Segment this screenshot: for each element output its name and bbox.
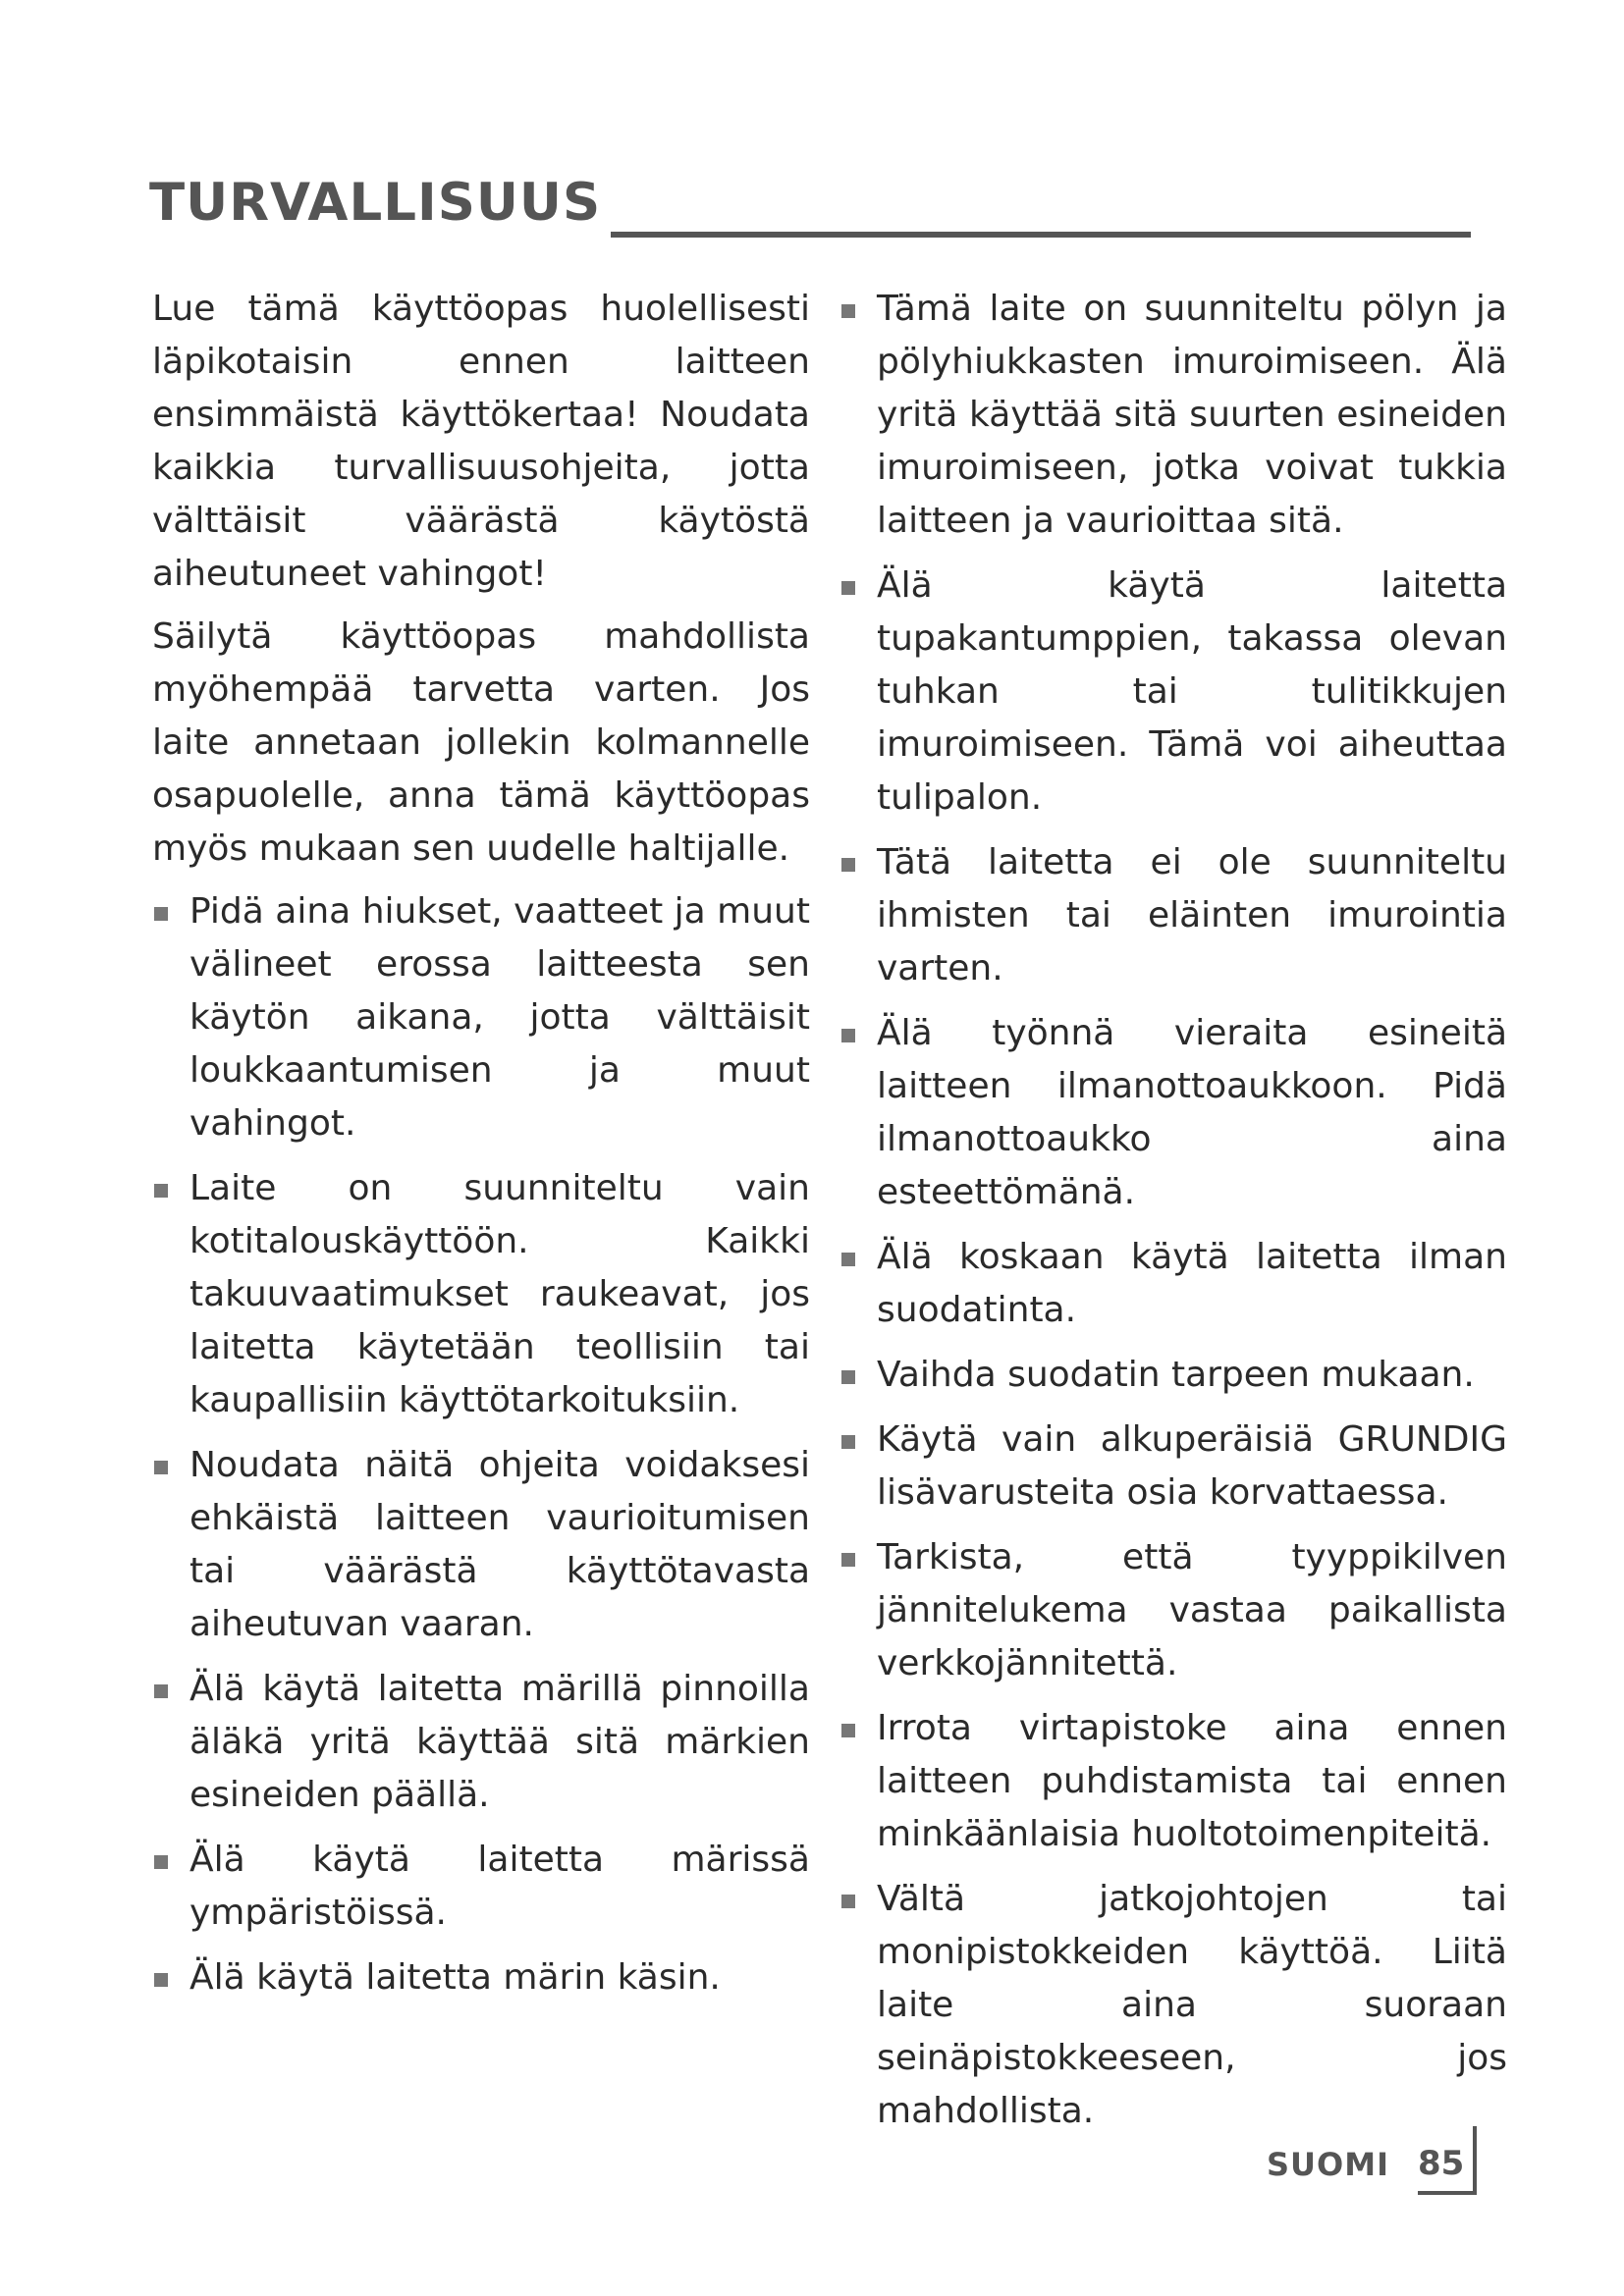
square-bullet-icon (841, 1435, 855, 1449)
intro-paragraph: Säilytä käyttöopas mahdollista myöhempää tarvetta varten. Jos laite annetaan jollekin kolmannelle osapuolelle, anna tämä käyttöopas myös mukaan sen uudelle haltijalle. (152, 616, 810, 869)
square-bullet-icon (154, 907, 168, 921)
left-column (152, 283, 810, 2016)
page-number: 85 (1418, 2144, 1465, 2183)
square-bullet-icon (154, 1184, 168, 1198)
list-item (152, 1162, 810, 1427)
list-item-text: Tarkista, että tyyppikilven jännitelukema vastaa paikallista verkkojännitettä. (877, 1537, 1507, 1683)
intro-paragraph: Lue tämä käyttöopas huolellisesti läpikotaisin ennen laitteen ensimmäistä käyttökertaa! Noudata kaikkia turvallisuusohjeita, jotta välttäisit väärästä käytöstä aiheutuneet vahingot! (152, 289, 810, 594)
square-bullet-icon (841, 1553, 855, 1567)
list-item-text: Tämä laite on suunniteltu pölyn ja pölyhiukkasten imuroimiseen. Älä yritä käyttää sitä suurten esineiden imuroimiseen, jotka voivat tukkia laitteen ja vaurioittaa sitä. (877, 289, 1507, 541)
square-bullet-icon (841, 1724, 855, 1737)
page-number-underline (1418, 2191, 1477, 2195)
list-item (839, 1349, 1507, 1402)
list-item-text: Käytä vain alkuperäisiä GRUNDIG lisävarusteita osia korvattaessa. (877, 1419, 1507, 1513)
list-item-text: Älä käytä laitetta märissä ympäristöissä. (189, 1840, 810, 1933)
list-item-text: Älä käytä laitetta märin käsin. (189, 1957, 721, 1998)
list-item (839, 560, 1507, 825)
list-item (839, 1007, 1507, 1219)
list-item-text: Vaihda suodatin tarpeen mukaan. (877, 1355, 1475, 1395)
list-item-text: Älä käytä laitetta tupakantumppien, takassa olevan tuhkan tai tulitikkujen imuroimiseen. Tämä voi aiheuttaa tulipalon. (877, 565, 1507, 818)
square-bullet-icon (154, 1461, 168, 1474)
list-item-text: Pidä aina hiukset, vaatteet ja muut välineet erossa laitteesta sen käytön aikana, jotta välttäisit loukkaantumisen ja muut vahingot. (189, 891, 810, 1144)
square-bullet-icon (841, 304, 855, 318)
list-item-text: Noudata näitä ohjeita voidaksesi ehkäistä laitteen vaurioitumisen tai väärästä käyttötavasta aiheutuvan vaaran. (189, 1445, 810, 1644)
list-item (839, 836, 1507, 995)
list-item (152, 885, 810, 1150)
title-underline (611, 232, 1471, 238)
list-item-text: Vältä jatkojohtojen tai monipistokkeiden käyttöä. Liitä laite aina suoraan seinäpistokkeeseen, jos mahdollista. (877, 1879, 1507, 2131)
list-item (152, 1951, 810, 2004)
list-item (839, 1231, 1507, 1337)
square-bullet-icon (841, 1029, 855, 1042)
list-item-text: Älä käytä laitetta märillä pinnoilla äläkä yritä käyttää sitä märkien esineiden päällä. (189, 1669, 810, 1815)
list-item (839, 283, 1507, 548)
page-number-frame (1473, 2126, 1477, 2195)
square-bullet-icon (841, 858, 855, 872)
right-column (839, 283, 1507, 2150)
list-item-text: Älä koskaan käytä laitetta ilman suodatinta. (877, 1237, 1507, 1330)
page-title: TURVALLISUUS (149, 173, 602, 233)
square-bullet-icon (154, 1973, 168, 1987)
footer-language: SUOMI (1267, 2146, 1389, 2183)
left-bullet-list (152, 885, 810, 2004)
square-bullet-icon (841, 581, 855, 595)
list-item-text: Tätä laitetta ei ole suunniteltu ihmisten tai eläinten imurointia varten. (877, 842, 1507, 988)
square-bullet-icon (841, 1895, 855, 1908)
list-item (839, 1531, 1507, 1690)
list-item (152, 1834, 810, 1940)
list-item (839, 1702, 1507, 1861)
list-item (839, 1414, 1507, 1520)
list-item (152, 1663, 810, 1822)
square-bullet-icon (154, 1684, 168, 1698)
square-bullet-icon (154, 1855, 168, 1869)
list-item (839, 1873, 1507, 2138)
list-item-text: Irrota virtapistoke aina ennen laitteen puhdistamista tai ennen minkäänlaisia huoltotoimenpiteitä. (877, 1708, 1507, 1854)
list-item-text: Älä työnnä vieraita esineitä laitteen ilmanottoaukkoon. Pidä ilmanottoaukko aina esteettömänä. (877, 1013, 1507, 1212)
square-bullet-icon (841, 1253, 855, 1266)
right-bullet-list (839, 283, 1507, 2138)
list-item (152, 1439, 810, 1651)
square-bullet-icon (841, 1370, 855, 1384)
list-item-text: Laite on suunniteltu vain kotitalouskäyttöön. Kaikki takuuvaatimukset raukeavat, jos laitetta käytetään teollisiin tai kaupallisiin käyttötarkoituksiin. (189, 1168, 810, 1420)
